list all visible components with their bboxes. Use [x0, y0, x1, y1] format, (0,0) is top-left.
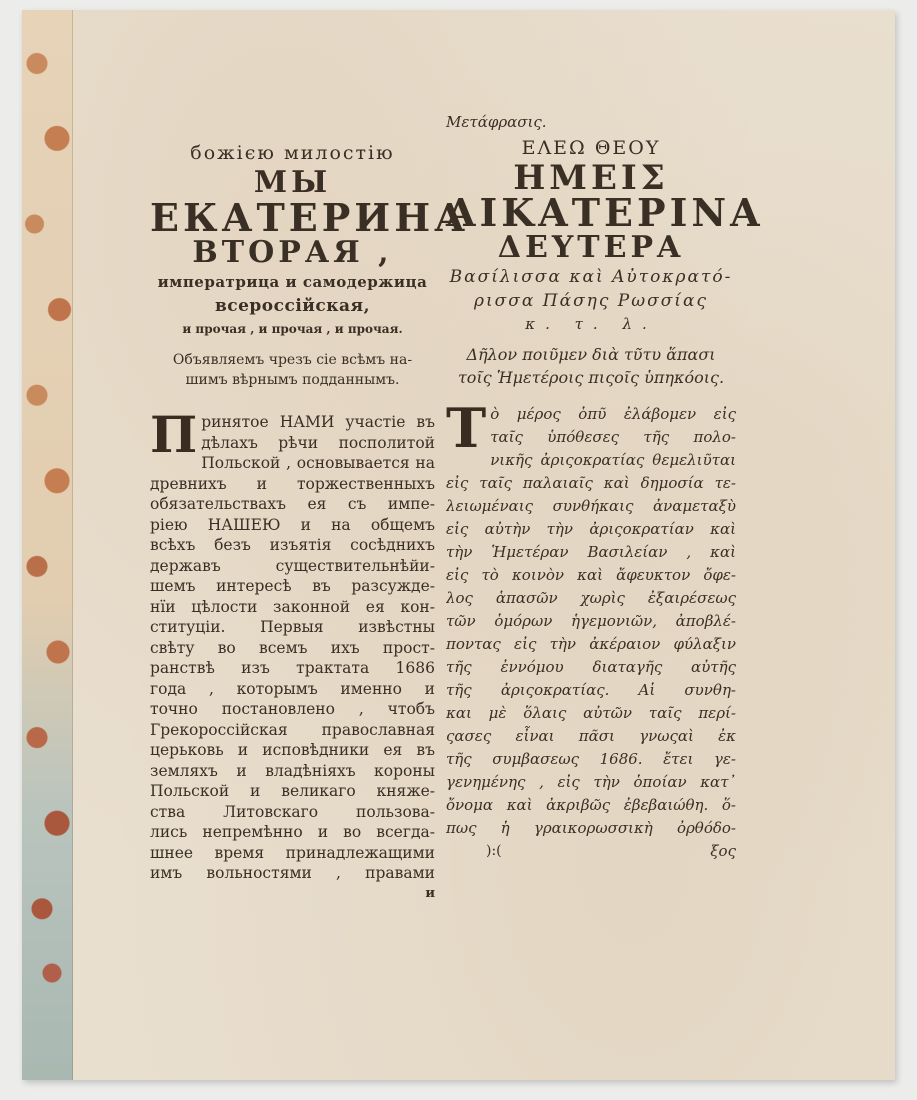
gr-body-line: τῆς ἐννόμου διαταγῆς αὐτῆς: [446, 658, 736, 676]
ru-title-line2: всероссійская,: [214, 296, 371, 316]
gr-body-line: νικῆς ἀριςοκρατίας θεμελιῦται: [490, 451, 736, 469]
ru-dropcap: П: [150, 405, 198, 464]
ru-title-line1: императрица и самодержица: [157, 273, 428, 291]
gr-body-line: λειωμέναις συνθήκαις ἀναμεταξὺ: [446, 497, 736, 515]
ru-body-line: ституціи. Первыя извѣстны: [150, 618, 435, 636]
gr-declaration-line: Δῆλον ποιῦμεν διὰ τῦτυ ἅπασι: [466, 345, 716, 364]
ru-body-line: ринятое НАМИ участіе въ: [201, 413, 435, 431]
gr-body-line: γενημένης , εἰς τὴν ὁποίαν κατ᾽: [446, 773, 736, 791]
gr-body-line: ὸ μέρος ὁπῦ ἐλάβομεν εἰς: [490, 405, 736, 423]
ru-body-line: нїи цѣлости законной ея кон-: [150, 597, 435, 616]
gr-body-line: ποντας εἰς τὴν ἀκέραιον φύλαξιν: [446, 635, 736, 653]
ru-body-line: лись непремѣнно и во всегда-: [150, 823, 435, 841]
ru-body-line: обязательствахъ ея съ импе-: [150, 495, 435, 513]
ru-pronoun: МЫ: [253, 165, 332, 200]
ru-body-line: свѣту во всемъ ихъ прост-: [150, 638, 435, 657]
ru-body-line: Польской и великаго княже-: [150, 782, 435, 800]
ru-declaration-line: шимъ вѣрнымъ подданнымъ.: [185, 372, 400, 388]
ru-body-line: церьковь и исповѣдники ея въ: [150, 741, 435, 759]
gr-body-line: τὴν Ἡμετέραν Βασιλείαν , καὶ: [446, 543, 736, 561]
ru-declaration: [150, 350, 435, 390]
gr-body-line: πως ἡ γραικορωσσικὴ ὀρθόδο-: [446, 819, 736, 837]
gr-declaration: [446, 343, 736, 389]
gr-title-line2: ρισσα Πάσης Ρωσσίας: [474, 291, 708, 311]
ru-catchword: и: [425, 885, 435, 901]
gr-dropcap: Τ: [446, 396, 487, 460]
gr-etc: κ. τ. λ.: [525, 315, 657, 333]
gr-body: [446, 396, 736, 863]
gr-body-line: ςασες εἶναι πᾶσι γνωςαὶ ἐκ: [446, 727, 736, 745]
ru-body-line: земляхъ и владѣніяхъ короны: [150, 761, 435, 780]
ru-body-line: державъ существительнѣйи-: [150, 556, 435, 575]
ru-declaration-line: Объявляемъ чрезъ сіе всѣмъ на-: [172, 352, 413, 368]
ru-body-line: древнихъ и торжественныхъ: [150, 474, 435, 493]
ru-invocation: божією милостію: [190, 142, 395, 164]
greek-column: [446, 113, 764, 863]
gr-body-line: εἰς ταῖς παλαιαῖς καὶ δημοσία τε-: [446, 474, 736, 492]
ru-etc: и прочая , и прочая , и прочая.: [182, 322, 403, 336]
gr-heading: Μετάφρασις.: [446, 113, 547, 131]
gr-body-line: τῆς ἀριςοκρατίας. Αἱ συνθη-: [446, 681, 736, 699]
gr-catchword: ξος: [710, 842, 736, 860]
ru-body-line: года , которымъ именно и: [150, 679, 435, 698]
ru-body-line: ства Литовскаго пользова-: [150, 802, 435, 821]
gr-signature-mark: ):(: [486, 843, 502, 859]
gr-name: ΑΙΚΑΤΕΡΙΝΑ: [446, 190, 764, 235]
gr-body-line: εἰς αὐτὴν τὴν ἀριςοκρατίαν καὶ: [446, 520, 736, 538]
gr-footer: [446, 840, 736, 863]
ru-body-line: Польской , основывается на: [201, 454, 435, 472]
gr-body-line: τῆς συμβασεως 1686. ἔτει γε-: [446, 750, 736, 768]
ru-body-line: дѣлахъ рѣчи посполитой: [201, 433, 435, 452]
ru-body-line: всѣхъ безъ изъятія сосѣднихъ: [150, 536, 435, 554]
ru-body-line: ранствѣ изъ трактата 1686: [150, 659, 435, 677]
gr-body-line: ὄνομα καὶ ἀκριβῶς ἐβεβαιώθη. ὅ-: [446, 796, 736, 814]
ru-body-line: ріею НАШЕЮ и на общемъ: [150, 515, 435, 534]
gr-invocation: ΕΛΕΩ ΘΕΟΥ: [521, 137, 661, 159]
russian-column: [150, 140, 470, 904]
gr-pronoun: ΗΜΕΙΣ: [513, 158, 669, 198]
gr-body-line: λος ἁπασῶν χωρὶς ἐξαιρέσεως: [446, 589, 736, 607]
ru-name: ЕКАТЕРИНА: [150, 195, 470, 240]
gr-body-line: τῶν ὁμόρων ἡγεμονιῶν, ἀποβλέ-: [446, 612, 736, 630]
gr-body-line: εἰς τὸ κοινὸν καὶ ἄφευκτον ὄφε-: [446, 566, 736, 584]
ru-body-line: Грекороссійская православная: [150, 720, 435, 739]
ru-body-line: имъ вольностями , правами: [150, 864, 435, 882]
gr-ordinal: ΔΕΥΤΕΡΑ: [497, 230, 685, 265]
gr-body-line: ταῖς ὑπόθεσες τῆς πολο-: [490, 428, 736, 446]
gr-title-line1: Βασίλισσα καὶ Αὐτοκρατό-: [449, 267, 733, 287]
ru-body-line: шемъ интересѣ въ разсужде-: [150, 577, 435, 595]
gr-declaration-line: τοῖς Ἡμετέροις πιςοῖς ὑπηκόοις.: [457, 368, 725, 387]
ru-body-line: точно постановлено , чтобъ: [150, 700, 435, 718]
ru-ordinal: ВТОРАЯ ,: [192, 235, 393, 270]
ru-body: [150, 405, 435, 904]
ru-body-line: шнее время принадлежащими: [150, 843, 435, 862]
gr-body-line: και μὲ ὅλαις αὐτῶν ταῖς περί-: [446, 704, 736, 722]
marbled-binding-strip: [22, 10, 73, 1080]
